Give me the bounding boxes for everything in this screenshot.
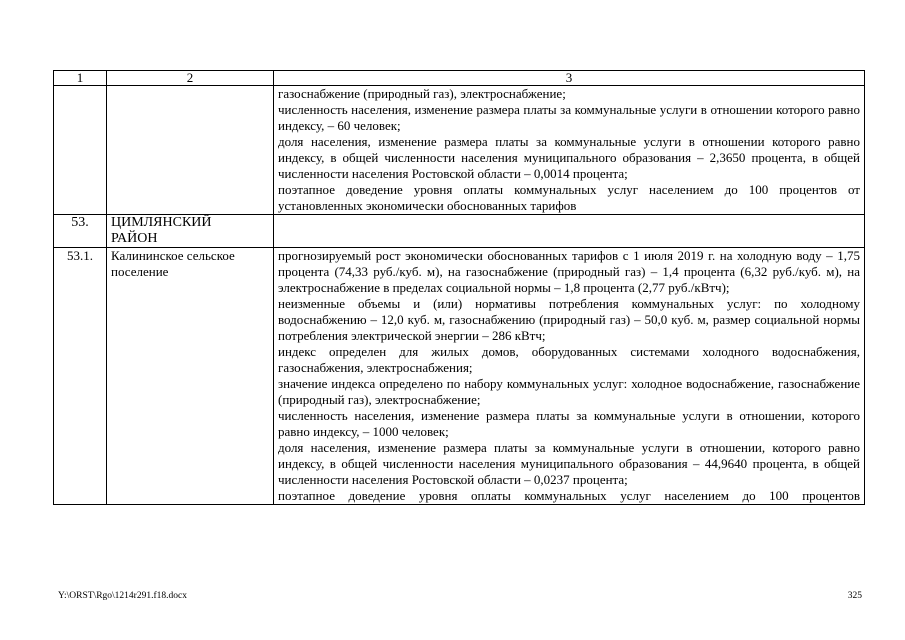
continuation-number-cell [54, 86, 107, 215]
settlement-paragraph: неизменные объемы и (или) нормативы потребления коммунальных услуг: по холодному водоснабжению – 12,0 куб. м, газоснабжению (природный газ) – 50,0 куб. м, размер социальной нормы потребления электрической энергии – 286 кВтч; [278, 296, 860, 343]
settlement-paragraph: значение индекса определено по набору коммунальных услуг: холодное водоснабжение, газоснабжение (природный газ), электроснабжение; [278, 376, 860, 407]
footer-page-number: 325 [847, 591, 862, 601]
header-col-2: 2 [107, 71, 274, 86]
header-col-3: 3 [274, 71, 865, 86]
continuation-paragraph: доля населения, изменение размера платы за коммунальные услуги в отношении которого равно индексу, в общей численности населения муниципального образования – 2,3650 процента, в общей численности населения Ростовской области – 0,0014 процента; [278, 134, 860, 181]
settlement-paragraph: поэтапное доведение уровня оплаты коммунальных услуг населением до 100 процентов [278, 488, 860, 503]
settlement-name-line: поселение [111, 264, 169, 279]
footer-file-path: Y:\ORST\Rgo\1214r291.f18.docx [58, 591, 187, 601]
settlement-description-cell [274, 248, 865, 505]
district-name-line: ЦИМЛЯНСКИЙ [111, 215, 212, 230]
district-name [107, 215, 274, 248]
continuation-name-cell [107, 86, 274, 215]
settlement-name-line: Калининское сельское [111, 248, 235, 263]
continuation-paragraph: газоснабжение (природный газ), электроснабжение; [278, 86, 566, 101]
settlement-paragraph: численность населения, изменение размера платы за коммунальные услуги в отношении, которого равно индексу, – 1000 человек; [278, 408, 860, 439]
continuation-paragraph: численность населения, изменение размера платы за коммунальные услуги в отношении которого равно индексу, – 60 человек; [278, 102, 860, 133]
district-number: 53. [54, 215, 107, 248]
table-row-district [54, 215, 865, 248]
settlement-paragraph: индекс определен для жилых домов, оборудованных системами холодного водоснабжения, газоснабжения, электроснабжения; [278, 344, 860, 375]
settlement-name [107, 248, 274, 505]
continuation-description-cell [274, 86, 865, 215]
settlement-paragraph: прогнозируемый рост экономически обоснованных тарифов с 1 июля 2019 г. на холодную воду – 1,75 процента (74,33 руб./куб. м), на газоснабжение (природный газ) – 1,4 процента (6,32 руб./куб. м), на электроснабжение в пределах социальной нормы – 1,8 процента (2,77 руб./кВтч); [278, 248, 860, 295]
continuation-paragraph: поэтапное доведение уровня оплаты коммунальных услуг населением до 100 процентов от установленных экономически обоснованных тарифов [278, 182, 860, 213]
table-header-row [54, 71, 865, 86]
settlement-paragraph: доля населения, изменение размера платы за коммунальные услуги в отношении, которого равно индексу, в общей численности населения муниципального образования – 44,9640 процента, в общей численности населения Ростовской области – 0,0237 процента; [278, 440, 860, 487]
tariff-table [53, 70, 865, 505]
settlement-number: 53.1. [54, 248, 107, 505]
district-description-cell [274, 215, 865, 248]
district-name-line: РАЙОН [111, 231, 158, 246]
table-row-settlement [54, 248, 865, 505]
table-row-continuation [54, 86, 865, 215]
header-col-1: 1 [54, 71, 107, 86]
